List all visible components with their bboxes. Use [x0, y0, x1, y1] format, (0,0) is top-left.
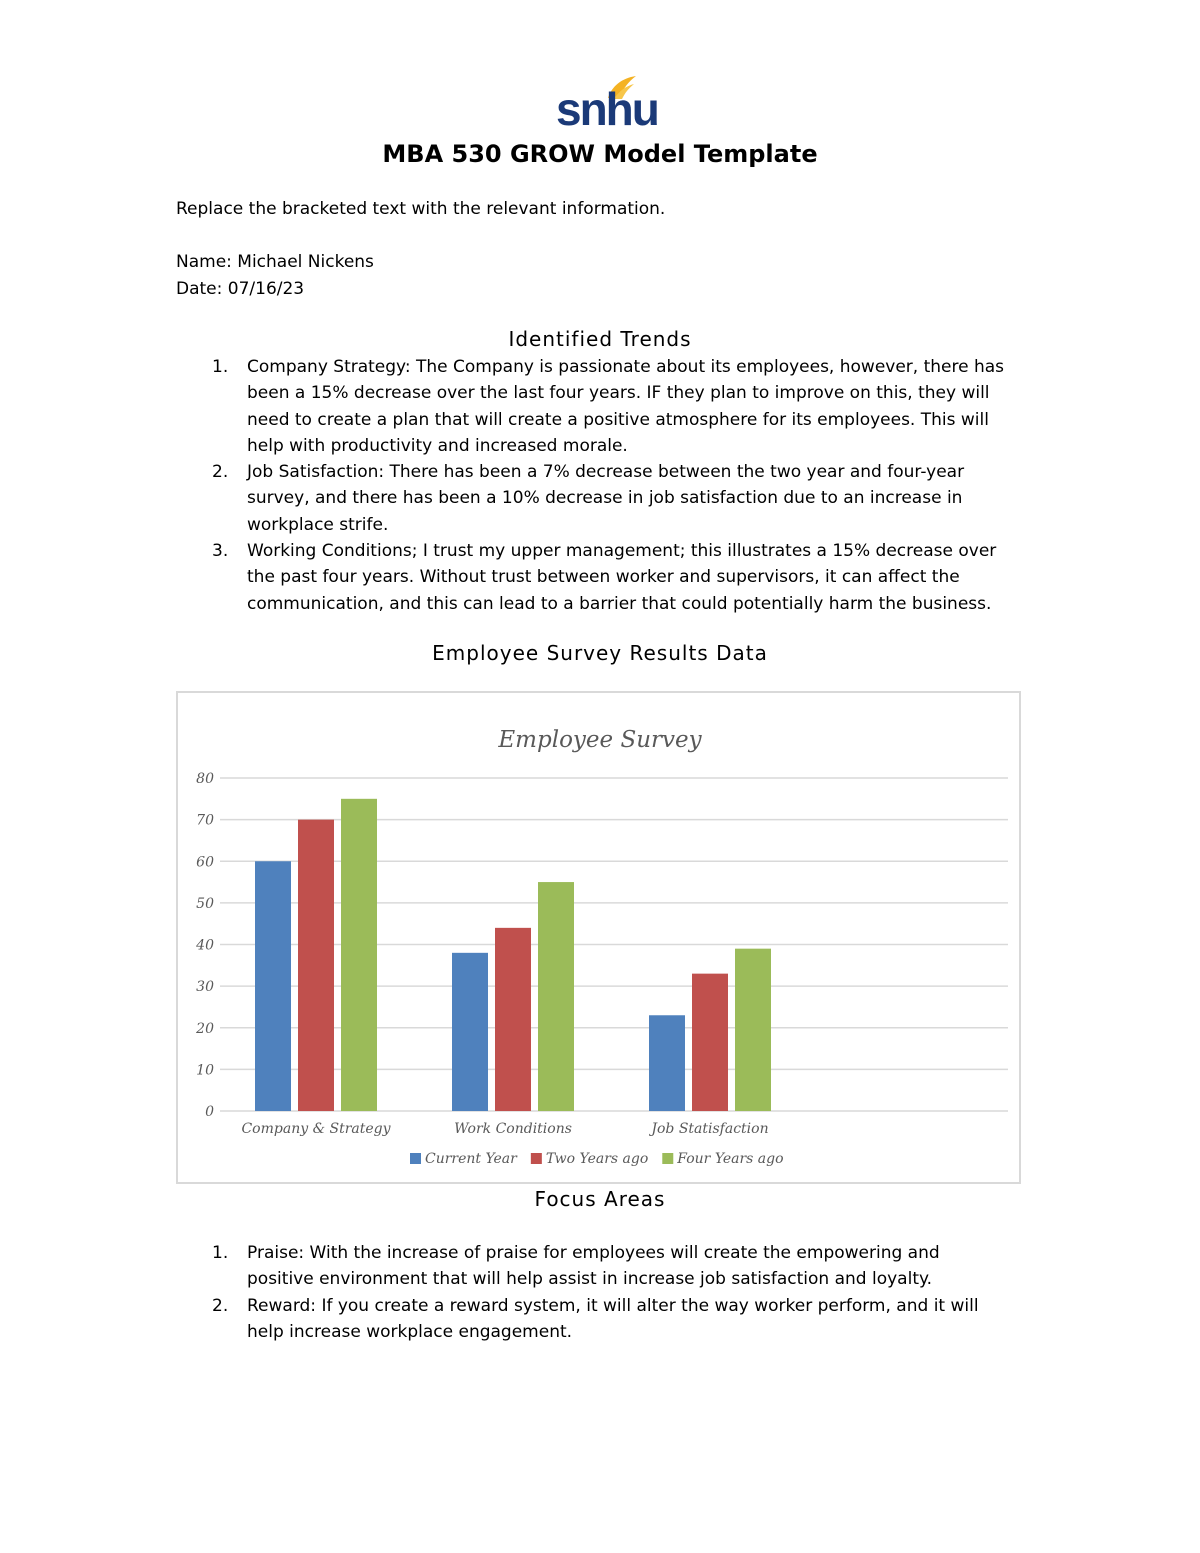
list-number: 1. [212, 1243, 229, 1263]
list-line: survey, and there has been a 10% decrease in job satisfaction due to an increase in [247, 488, 963, 509]
list-line: Reward: If you create a reward system, it will alter the way worker perform, and it will [247, 1295, 979, 1316]
bar-two-years-ago [495, 928, 531, 1111]
focus-list [176, 1240, 1026, 1345]
list-line: positive environment that will help assist in increase job satisfaction and loyalty. [247, 1269, 933, 1290]
bar-current-year [452, 953, 488, 1111]
survey-results-heading: Employee Survey Results Data [432, 641, 768, 665]
y-tick-label: 40 [196, 937, 214, 954]
document-title: MBA 530 GROW Model Template [382, 140, 818, 168]
legend-swatch [662, 1153, 673, 1164]
name-line: Name: Michael Nickens [176, 252, 374, 272]
bar-current-year [255, 861, 291, 1111]
y-tick-label: 50 [196, 895, 214, 912]
list-line: communication, and this can lead to a barrier that could potentially harm the business. [247, 593, 992, 614]
list-number: 2. [212, 462, 229, 483]
list-line: been a 15% decrease over the last four years. IF they plan to improve on this, they will [247, 383, 990, 404]
bar-four-years-ago [341, 799, 377, 1111]
y-tick-label: 20 [196, 1020, 214, 1037]
trends-list [176, 354, 1026, 617]
x-tick-label: Company & Strategy [241, 1121, 391, 1137]
employee-survey-chart [176, 691, 1021, 1184]
list-item [176, 538, 1026, 617]
x-tick-label: Work Conditions [454, 1121, 572, 1137]
list-line: the past four years. Without trust between worker and supervisors, it can affect the [247, 567, 960, 588]
chart-canvas [178, 693, 1019, 1182]
bar-two-years-ago [692, 974, 728, 1111]
logo-wordmark: snhu [556, 83, 658, 135]
y-tick-label: 30 [196, 979, 214, 996]
list-item [176, 354, 1026, 459]
legend-label: Four Years ago [677, 1151, 784, 1167]
snhu-logo [556, 72, 658, 135]
y-tick-label: 70 [196, 812, 214, 829]
list-line: Praise: With the increase of praise for employees will create the empowering and [247, 1243, 940, 1263]
list-line: Job Satisfaction: There has been a 7% decrease between the two year and four-year [247, 462, 965, 483]
list-line: Company Strategy: The Company is passionate about its employees, however, there has [247, 357, 1005, 377]
list-line: need to create a plan that will create a positive atmosphere for its employees. This will [247, 409, 989, 430]
date-line: Date: 07/16/23 [176, 279, 305, 299]
bar-current-year [649, 1015, 685, 1111]
list-number: 2. [212, 1295, 229, 1316]
x-tick-label: Job Statisfaction [651, 1121, 769, 1137]
identified-trends-heading: Identified Trends [508, 327, 692, 351]
y-tick-label: 0 [205, 1104, 214, 1120]
focus-areas-heading: Focus Areas [534, 1187, 666, 1211]
legend-swatch [531, 1153, 542, 1164]
chart-title: Employee Survey [498, 727, 702, 753]
y-tick-label: 80 [196, 771, 214, 787]
list-number: 3. [212, 541, 229, 562]
bar-four-years-ago [735, 949, 771, 1111]
list-line: help with productivity and increased morale. [247, 435, 628, 456]
legend-swatch [410, 1153, 421, 1164]
y-tick-label: 10 [196, 1062, 214, 1079]
list-line: Working Conditions; I trust my upper management; this illustrates a 15% decrease over [247, 541, 997, 562]
y-tick-label: 60 [196, 854, 214, 871]
list-number: 1. [212, 357, 229, 377]
bar-four-years-ago [538, 882, 574, 1111]
list-item [176, 1240, 1026, 1293]
legend-label: Two Years ago [545, 1151, 649, 1167]
list-item [176, 459, 1026, 538]
instructions-text: Replace the bracketed text with the relevant information. [176, 199, 666, 219]
bar-two-years-ago [298, 820, 334, 1111]
list-line: help increase workplace engagement. [247, 1321, 573, 1342]
list-item [176, 1293, 1026, 1346]
legend-label: Current Year [425, 1151, 517, 1167]
list-line: workplace strife. [247, 514, 389, 535]
